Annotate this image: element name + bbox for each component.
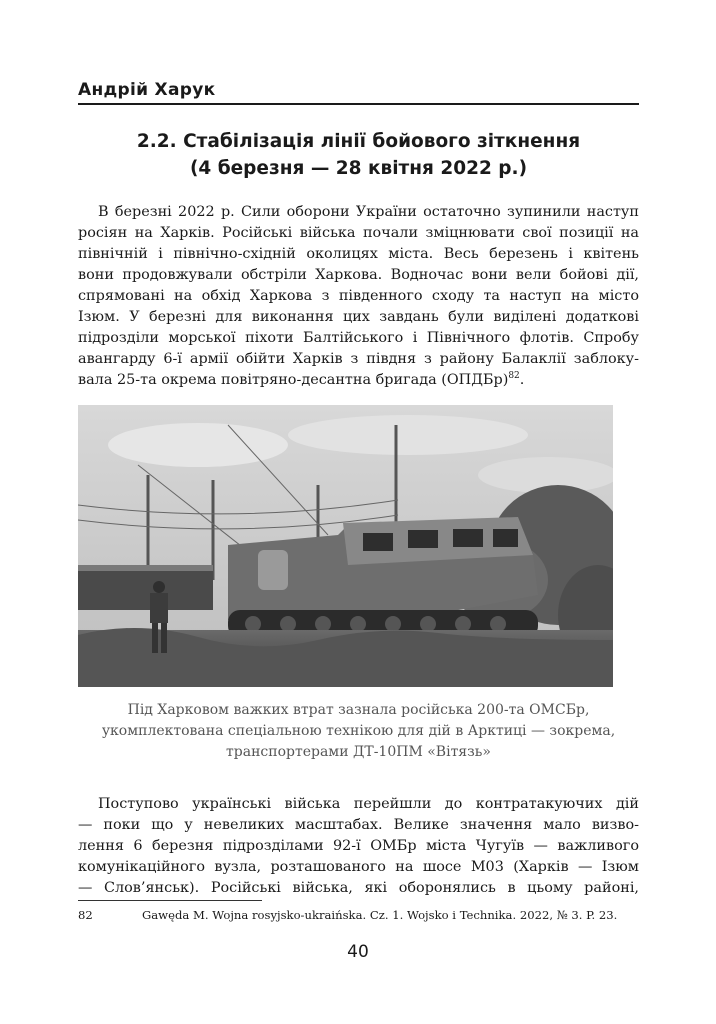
paragraph-2 <box>78 794 639 899</box>
footnote-text: Gawęda M. Wojna rosyjsko-ukraińska. Cz. 1. Wojsko i Technika. 2022, № 3. P. 23. <box>142 908 618 922</box>
footnote-number: 82 <box>78 908 93 922</box>
paragraph-1 <box>78 202 639 391</box>
paragraph-line: авангарду 6-ї армії обійти Харків з півдня з району Балаклії заблоку- <box>78 351 639 367</box>
paragraph-line: Ізюм. У березні для виконання цих завдань були виділені додаткові <box>78 309 639 325</box>
footnote-reference[interactable]: 82 <box>508 371 520 382</box>
section-title <box>78 128 639 182</box>
paragraph-line: — поки що у невеликих масштабах. Велике значення мало визво- <box>78 817 639 833</box>
paragraph-end-punct: . <box>519 372 525 388</box>
paragraph-line: росіян на Харків. Російські війська почали зміцнювати свої позиції на <box>78 225 639 241</box>
paragraph-line <box>78 370 639 391</box>
paragraph-line: північній і північно-східній околицях міста. Весь березень і квітень <box>78 246 639 262</box>
caption-line: транспортерами ДТ-10ПМ «Вітязь» <box>226 744 491 760</box>
section-title-line-2: (4 березня — 28 квітня 2022 р.) <box>189 158 528 179</box>
caption-line: укомплектована спеціальною технікою для дій в Арктиці — зокрема, <box>101 723 616 739</box>
paragraph-line: — Слов’янськ). Російські війська, які оборонялись в цьому районі, <box>78 880 639 896</box>
paragraph-line-text: вала 25-та окрема повітряно-десантна бригада (ОПДБр) <box>78 372 509 388</box>
section-title-line-1: 2.2. Стабілізація лінії бойового зіткнення <box>136 131 581 152</box>
paragraph-line: спрямовані на обхід Харкова з південного сходу та наступ на місто <box>78 288 639 304</box>
running-head: Андрій Харук <box>78 80 216 100</box>
footnote <box>78 907 639 923</box>
page-number: 40 <box>347 942 369 962</box>
paragraph-line: В березні 2022 р. Сили оборони України остаточно зупинили наступ <box>98 204 639 220</box>
paragraph-line: Поступово українські війська перейшли до контратакуючих дій <box>98 796 639 812</box>
footnote-rule <box>78 900 262 901</box>
caption-line: Під Харковом важких втрат зазнала російська 200-та ОМСБр, <box>127 702 590 718</box>
figure-caption <box>78 700 639 763</box>
paragraph-line: лення 6 березня підрозділами 92-ї ОМБр міста Чугуїв — важливого <box>78 838 639 854</box>
photo-arctic-transporter <box>78 405 613 687</box>
paragraph-line: комунікаційного вузла, розташованого на шосе М03 (Харків — Ізюм <box>78 859 639 875</box>
header-rule <box>78 103 639 105</box>
paragraph-line: підрозділи морської піхоти Балтійського і Північного флотів. Спробу <box>78 330 639 346</box>
paragraph-line: вони продовжували обстріли Харкова. Водночас вони вели бойові дії, <box>78 267 639 283</box>
